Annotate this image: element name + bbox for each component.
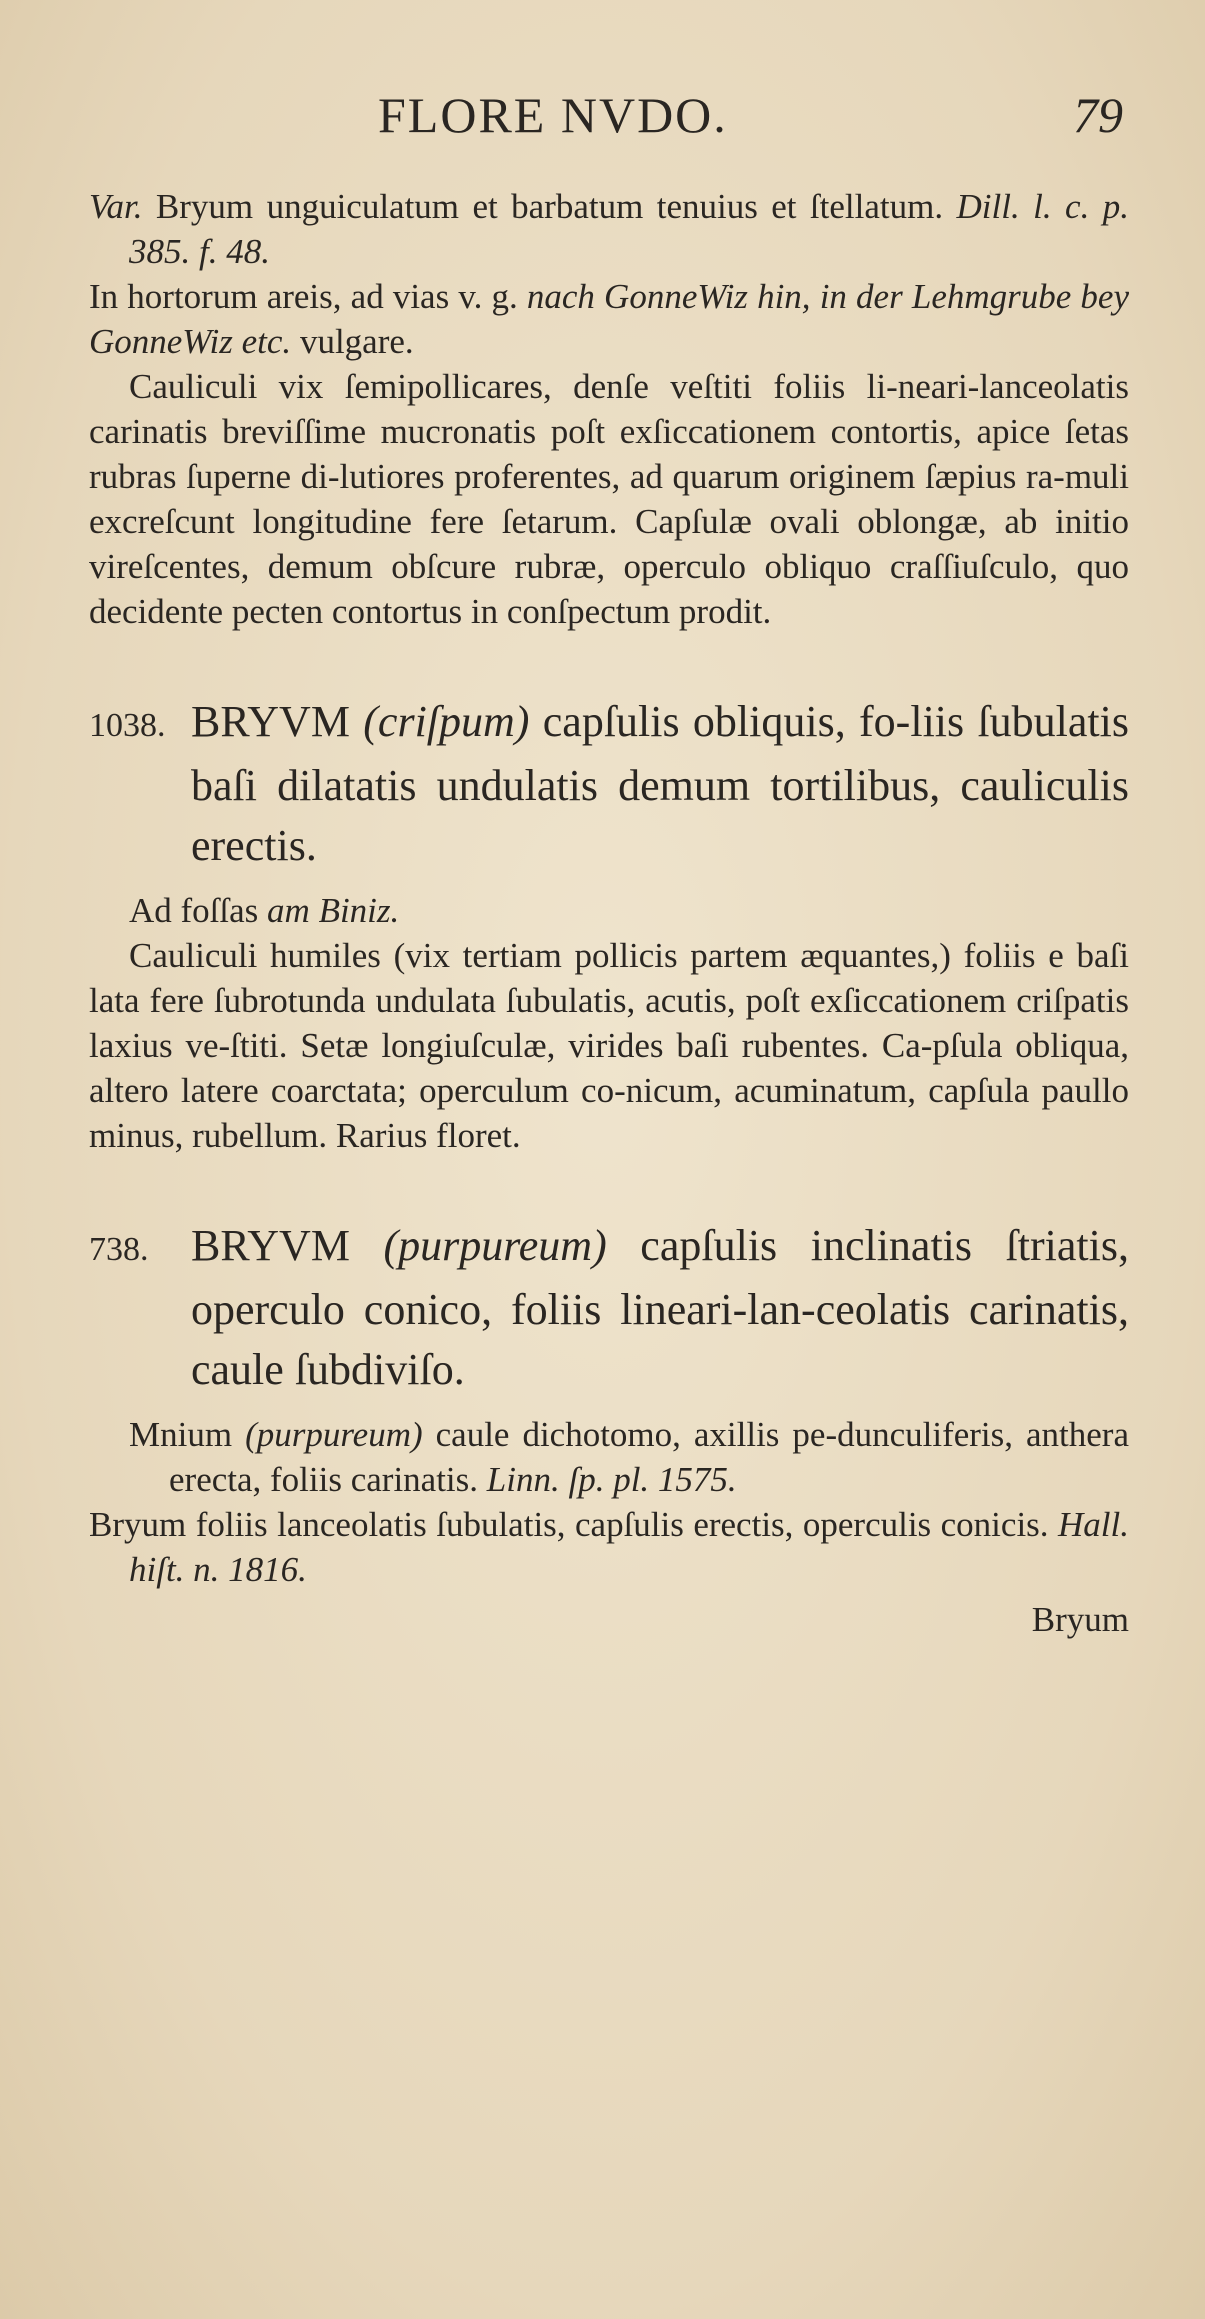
synonym-citation: Hall. hiſt. n. 1816. <box>129 1505 1129 1589</box>
synonym-linnaeus <box>129 1412 1129 1502</box>
entry-diagnosis: capſulis inclinatis ſtriatis, operculo conico, foliis lineari-lan-ceolatis carinatis, caule ſubdiviſo. <box>191 1221 1130 1394</box>
variety-text: Bryum unguiculatum et barbatum tenuius et ſtellatum. <box>142 187 957 226</box>
synonym-citation: Linn. ſp. pl. 1575. <box>486 1460 737 1499</box>
variety-habitat <box>89 274 1129 364</box>
variety-description: Cauliculi vix ſemipollicares, denſe veſtiti foliis li-neari-lanceolatis carinatis breviſſime mucronatis poſt exſiccationem contortis, apice ſetas rubras ſuperne di-lutiores proferentes, ad quarum originem ſæpius ra-muli excreſcunt longitudine fere ſetarum. Capſulæ ovali oblongæ, ab initio vireſcentes, demum obſcure rubræ, operculo obliquo craſſiuſculo, quo decidente pecten contortus in conſpectum prodit. <box>89 367 1129 631</box>
entry-number: 738. <box>89 1231 149 1268</box>
variety-label: Var. <box>89 187 143 226</box>
entry-genus: BRYVM <box>191 697 350 746</box>
page-number: 79 <box>1073 87 1123 143</box>
entry-number: 1038. <box>89 707 166 744</box>
habitat-text: In hortorum areis, ad vias v. g. <box>89 277 527 316</box>
entry-genus: BRYVM <box>191 1221 350 1270</box>
synonym-epithet: (purpureum) <box>245 1415 423 1454</box>
catchword: Bryum <box>1031 1600 1129 1639</box>
habitat-locality: nach GonneWiz hin, in der Lehmgrube bey GonneWiz etc. <box>89 277 1129 361</box>
entry-epithet: (criſpum) <box>363 697 530 746</box>
variety-paragraph <box>89 184 1129 274</box>
entry-epithet: (purpureum) <box>383 1221 607 1270</box>
synonym-genus: Mnium <box>129 1415 246 1454</box>
entry-diagnosis: capſulis obliquis, fo-liis ſubulatis baſi dilatatis undulatis demum tortilibus, cauliculis erectis. <box>191 697 1129 870</box>
variety-citation: Dill. l. c. p. 385. f. 48. <box>129 187 1129 271</box>
synonym-text: Bryum foliis lanceolatis ſubulatis, capſulis erectis, operculis conicis. <box>89 1505 1059 1544</box>
running-head <box>0 86 1205 146</box>
habitat-locality: am Biniz. <box>267 891 400 930</box>
habitat-1038 <box>89 888 1129 933</box>
species-entry-1038 <box>89 692 1129 876</box>
habitat-text: Ad foſſas <box>129 891 268 930</box>
synonym-haller <box>89 1502 1129 1592</box>
species-entry-738 <box>89 1216 1129 1400</box>
habitat-end: vulgare. <box>291 322 414 361</box>
description-1038: Cauliculi humiles (vix tertiam pollicis partem æquantes,) foliis e baſi lata fere ſubrotunda undulata ſubulatis, acutis, poſt exſiccationem criſpatis laxius ve-ſtiti. Setæ longiuſculæ, virides baſi rubentes. Ca-pſula obliqua, altero latere coarctata; operculum co-nicum, acuminatum, capſula paullo minus, rubellum. Rarius floret. <box>89 936 1129 1155</box>
synonym-text: caule dichotomo, axillis pe-dunculiferis, anthera erecta, foliis carinatis. <box>169 1415 1129 1499</box>
text-body <box>89 184 1129 1640</box>
running-title: FLORE NVDO. <box>378 87 728 143</box>
